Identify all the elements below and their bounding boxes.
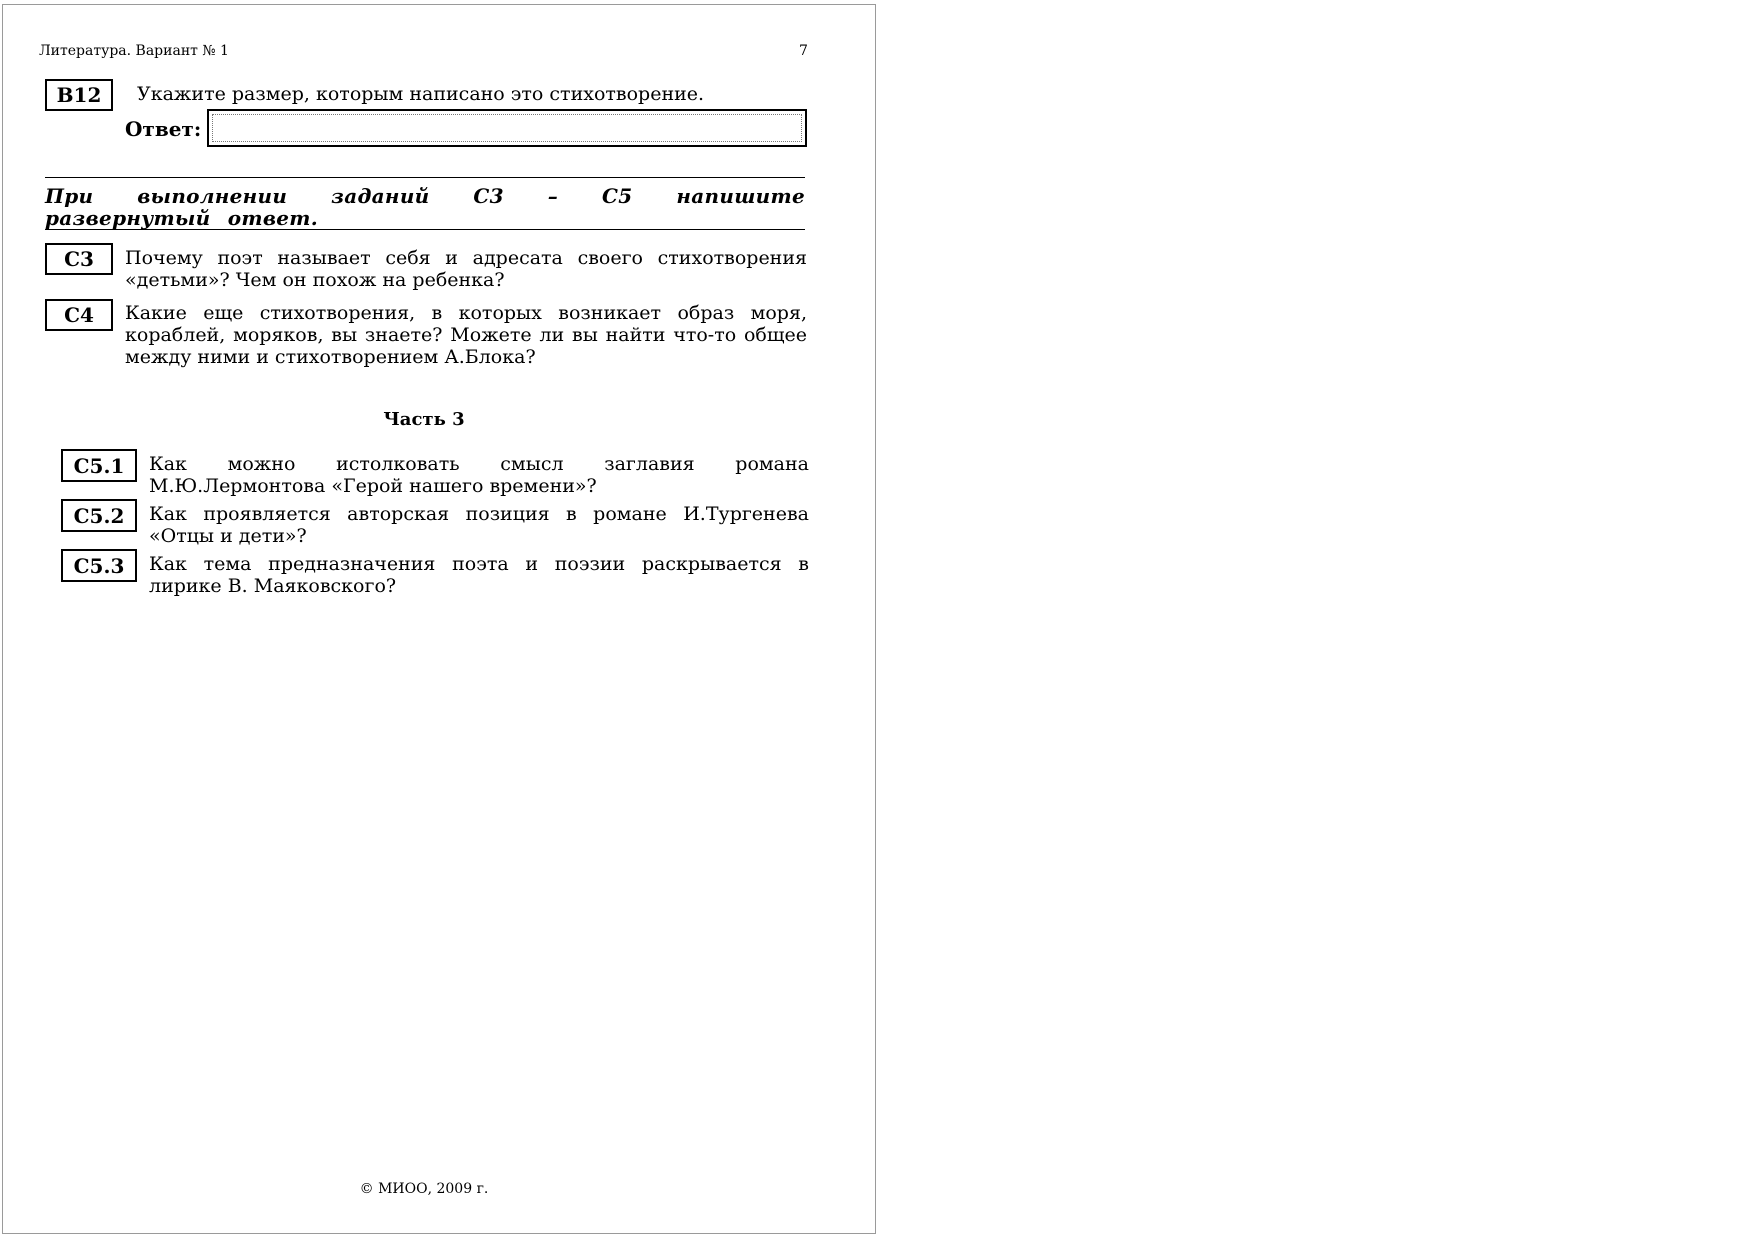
task-b12-question: Укажите размер, которым написано это стихотворение. xyxy=(137,83,705,105)
task-c5-3-question: Как тема предназначения поэта и поэзии раскрывается в лирике В. Маяковского? xyxy=(149,553,809,597)
task-code-b12: B12 xyxy=(45,79,113,111)
task-code-c5-2: С5.2 xyxy=(61,499,137,532)
answer-label: Ответ: xyxy=(125,117,202,141)
task-code-c4: С4 xyxy=(45,299,113,331)
task-c5-2-question: Как проявляется авторская позиция в романе И.Тургенева «Отцы и дети»? xyxy=(149,503,809,547)
page-number: 7 xyxy=(799,43,808,59)
divider-top xyxy=(45,177,805,178)
answer-field[interactable] xyxy=(207,109,807,147)
task-code-c3: С3 xyxy=(45,243,113,275)
footer-copyright: © МИОО, 2009 г. xyxy=(359,1181,489,1197)
task-code-c5-3: С5.3 xyxy=(61,549,137,582)
document-page xyxy=(2,4,876,1234)
answer-input-area[interactable] xyxy=(212,114,802,142)
task-c4-question: Какие еще стихотворения, в которых возникает образ моря, кораблей, моряков, вы знаете? Можете ли вы найти что-то общее между ними и стихотворением А.Блока? xyxy=(125,302,807,368)
instruction-text: При выполнении заданий С3 – С5 напишите развернутый ответ. xyxy=(45,184,805,230)
task-c5-1-question: Как можно истолковать смысл заглавия романа М.Ю.Лермонтова «Герой нашего времени»? xyxy=(149,453,809,497)
task-code-c5-1: С5.1 xyxy=(61,449,137,482)
header-subject-variant: Литература. Вариант № 1 xyxy=(39,43,229,59)
task-c3-question: Почему поэт называет себя и адресата своего стихотворения «детьми»? Чем он похож на ребенка? xyxy=(125,247,807,291)
part3-title: Часть 3 xyxy=(383,409,465,430)
divider-bottom xyxy=(45,229,805,230)
